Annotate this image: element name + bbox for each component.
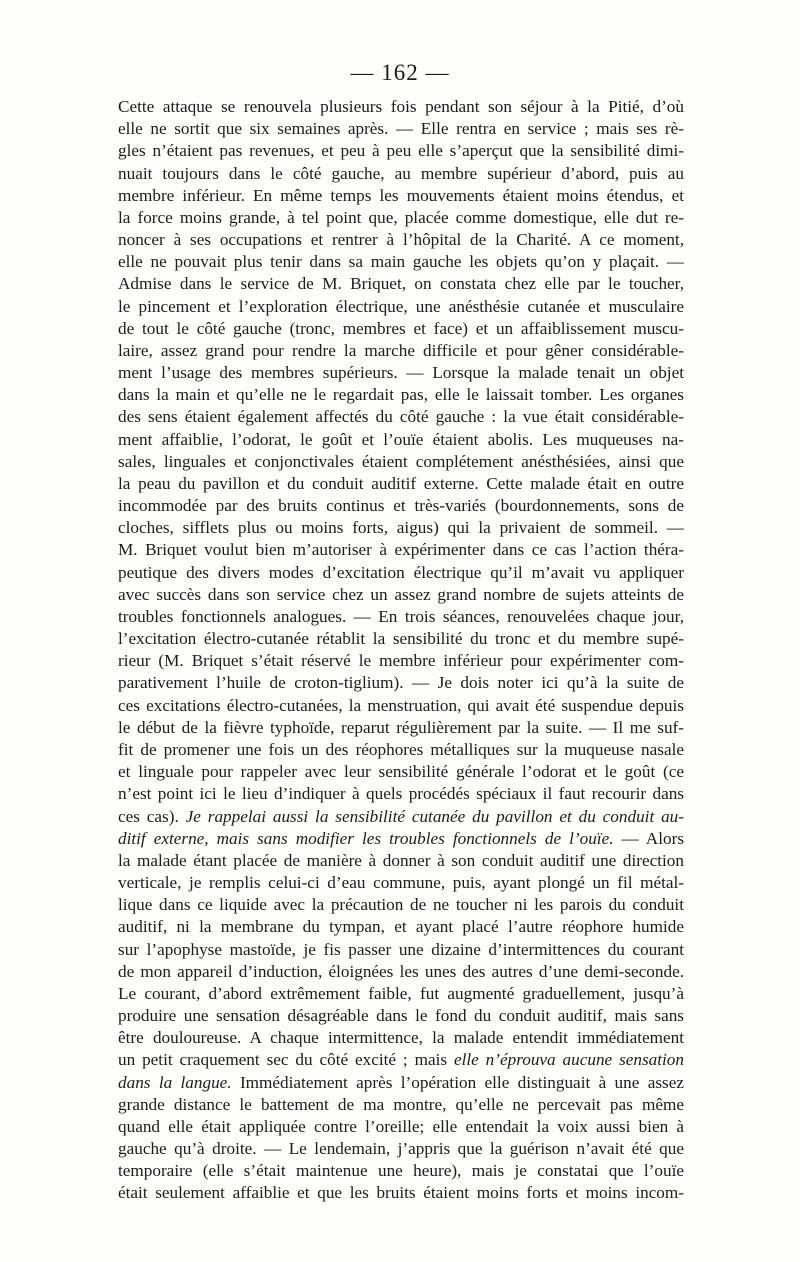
text-line xyxy=(118,916,684,938)
text-line xyxy=(118,96,684,118)
text-line xyxy=(118,717,684,739)
text-line xyxy=(118,961,684,983)
line-text: fit de promener une fois un des réophores métalliques sur la muqueuse nasale xyxy=(118,739,684,759)
line-text: l’excitation électro-cutanée rétablit la sensibilité du tronc et du membre supé- xyxy=(118,629,684,649)
line-text: membre inférieur. En même temps les mouvements étaient moins étendus, et xyxy=(118,185,684,205)
line-text: M. Briquet voulut bien m’autoriser à expérimenter dans ce cas l’action théra- xyxy=(118,540,684,560)
line-text: ment affaiblie, l’odorat, le goût et l’ouïe étaient abolis. Les muqueuses na- xyxy=(118,429,684,449)
text-line xyxy=(118,628,684,650)
line-text: sur l’apophyse mastoïde, je fis passer une dizaine d’intermittences du courant xyxy=(118,939,684,959)
text-line xyxy=(118,1005,684,1027)
text-line xyxy=(118,318,684,340)
line-text-after: — Alors xyxy=(613,828,685,848)
line-text: dans la main et qu’elle ne le regardait pas, elle le laissait tomber. Les organes xyxy=(118,385,684,405)
line-text: parativement l’huile de croton-tiglium). — Je dois noter ici qu’à la suite de xyxy=(118,673,684,693)
line-text: la malade étant placée de manière à donner à son conduit auditif une direction xyxy=(118,850,684,870)
text-line xyxy=(118,340,684,362)
text-line xyxy=(118,539,684,561)
line-text: verticale, je remplis celui-ci d’eau commune, puis, ayant plongé un fil métal- xyxy=(118,873,684,893)
line-text: des sens étaient également affectés du côté gauche : la vue était considérable- xyxy=(118,407,684,427)
line-text: la peau du pavillon et du conduit auditif externe. Cette malade était en outre xyxy=(118,473,684,493)
line-text: de mon appareil d’induction, éloignées les unes des autres d’une demi-seconde. xyxy=(118,961,684,981)
line-text: ces excitations électro-cutanées, la menstruation, qui avait été suspendue depuis xyxy=(118,695,684,715)
text-line xyxy=(118,140,684,162)
text-line xyxy=(118,783,684,805)
page-number: — 162 — xyxy=(350,60,450,85)
line-text: un petit craquement sec du côté excité ; mais xyxy=(118,1050,454,1070)
line-text: incommodée par des bruits continus et très-variés (bourdonnements, sons de xyxy=(118,496,684,516)
line-text: être douloureuse. A chaque intermittence, la malade entendit immédiatement xyxy=(118,1028,684,1048)
text-line xyxy=(118,229,684,251)
text-line xyxy=(118,739,684,761)
text-line xyxy=(118,1027,684,1049)
line-text: auditif, ni la membrane du tympan, et ayant placé l’autre réophore humide xyxy=(118,917,684,937)
text-line xyxy=(118,872,684,894)
text-line xyxy=(118,695,684,717)
text-line xyxy=(118,251,684,273)
line-text: noncer à ses occupations et rentrer à l’hôpital de la Charité. A ce moment, xyxy=(118,230,684,250)
text-line xyxy=(118,1138,684,1160)
line-text: temporaire (elle s’était maintenue une heure), mais je constatai que l’ouïe xyxy=(118,1161,684,1181)
text-line xyxy=(118,584,684,606)
text-line xyxy=(118,495,684,517)
line-text-after: Immédiatement après l’opération elle distinguait à une assez xyxy=(231,1072,684,1092)
line-text: elle ne pouvait plus tenir dans sa main gauche les objets qu’on y plaçait. — xyxy=(118,252,684,272)
text-line xyxy=(118,606,684,628)
line-text: elle ne sortit que six semaines après. — Elle rentra en service ; mais ses rè- xyxy=(118,119,684,139)
line-text: gauche qu’à droite. — Le lendemain, j’appris que la guérison n’avait été que xyxy=(118,1139,684,1159)
text-line xyxy=(118,207,684,229)
text-line xyxy=(118,118,684,140)
line-text: le début de la fièvre typhoïde, reparut régulièrement par la suite. — Il me suf- xyxy=(118,717,684,737)
text-line xyxy=(118,1182,684,1204)
text-line xyxy=(118,406,684,428)
line-text: Le courant, d’abord extrêmement faible, fut augmenté graduellement, jusqu’à xyxy=(118,983,684,1003)
text-line xyxy=(118,939,684,961)
text-line xyxy=(118,1160,684,1182)
text-line xyxy=(118,1094,684,1116)
line-text: peutique des divers modes d’excitation électrique qu’il m’avait vu appliquer xyxy=(118,562,684,582)
line-text: Cette attaque se renouvela plusieurs fois pendant son séjour à la Pitié, d’où xyxy=(118,97,684,116)
text-line xyxy=(118,1116,684,1138)
text-line xyxy=(118,850,684,872)
text-line xyxy=(118,761,684,783)
line-text: et linguale pour rappeler avec leur sensibilité générale l’odorat et le goût (ce xyxy=(118,762,684,782)
text-line xyxy=(118,806,684,828)
line-text: ces cas). xyxy=(118,806,186,826)
text-line xyxy=(118,672,684,694)
text-line xyxy=(118,650,684,672)
line-text: troubles fonctionnels analogues. — En trois séances, renouvelées chaque jour, xyxy=(118,606,684,626)
line-text: quand elle était appliquée contre l’oreille; elle entendait la voix aussi bien à xyxy=(118,1116,684,1136)
line-text: nuait toujours dans le côté gauche, au membre supérieur d’abord, puis au xyxy=(118,163,684,183)
line-italic-text: dans la langue. xyxy=(118,1072,232,1092)
text-line xyxy=(118,828,684,850)
text-line xyxy=(118,384,684,406)
text-line xyxy=(118,429,684,451)
text-line xyxy=(118,894,684,916)
line-text: de tout le côté gauche (tronc, membres et face) et un affaiblissement muscu- xyxy=(118,318,684,338)
line-text: n’est point ici le lieu d’indiquer à quels procédés spéciaux il faut recourir dans xyxy=(118,784,684,804)
text-line xyxy=(118,451,684,473)
line-text: laire, assez grand pour rendre la marche difficile et pour gêner considérable- xyxy=(118,340,684,360)
line-text: rieur (M. Briquet s’était réservé le membre inférieur pour expérimenter com- xyxy=(118,651,684,671)
text-line xyxy=(118,163,684,185)
line-text: gles n’étaient pas revenues, et peu à peu elle s’aperçut que la sensibilité dimi- xyxy=(118,141,684,161)
text-line xyxy=(118,362,684,384)
line-text: le pincement et l’exploration électrique, une anésthésie cutanée et musculaire xyxy=(118,296,684,316)
text-line xyxy=(118,1049,684,1071)
text-line xyxy=(118,296,684,318)
line-text: lique dans ce liquide avec la précaution de ne toucher ni les parois du conduit xyxy=(118,895,684,915)
line-text: produire une sensation désagréable dans le fond du conduit auditif, mais sans xyxy=(118,1006,684,1026)
text-line xyxy=(118,473,684,495)
text-line xyxy=(118,273,684,295)
body-text xyxy=(118,96,684,1205)
line-text: grande distance le battement de ma montre, qu’elle ne percevait pas même xyxy=(118,1094,684,1114)
line-italic-text: elle n’éprouva aucune sensation xyxy=(453,1050,684,1070)
line-italic-text: ditif externe, mais sans modifier les troubles fonctionnels de l’ouïe. xyxy=(118,828,614,848)
text-line xyxy=(118,983,684,1005)
text-line xyxy=(118,185,684,207)
text-line xyxy=(118,517,684,539)
line-text: la force moins grande, à tel point que, placée comme domestique, elle dut re- xyxy=(118,207,684,227)
line-text: était seulement affaiblie et que les bruits étaient moins forts et moins incom- xyxy=(118,1183,684,1203)
line-italic-text: Je rappelai aussi la sensibilité cutanée du pavillon et du conduit au- xyxy=(185,806,684,826)
line-text: ment l’usage des membres supérieurs. — Lorsque la malade tenait un objet xyxy=(118,363,684,383)
line-text: avec succès dans son service chez un assez grand nombre de sujets atteints de xyxy=(118,584,684,604)
text-line xyxy=(118,562,684,584)
text-line xyxy=(118,1072,684,1094)
line-text: Admise dans le service de M. Briquet, on constata chez elle par le toucher, xyxy=(118,274,684,294)
line-text: sales, linguales et conjonctivales étaient complétement anésthésiées, ainsi que xyxy=(118,451,684,471)
line-text: cloches, sifflets plus ou moins forts, aigus) qui la privaient de sommeil. — xyxy=(118,518,684,538)
